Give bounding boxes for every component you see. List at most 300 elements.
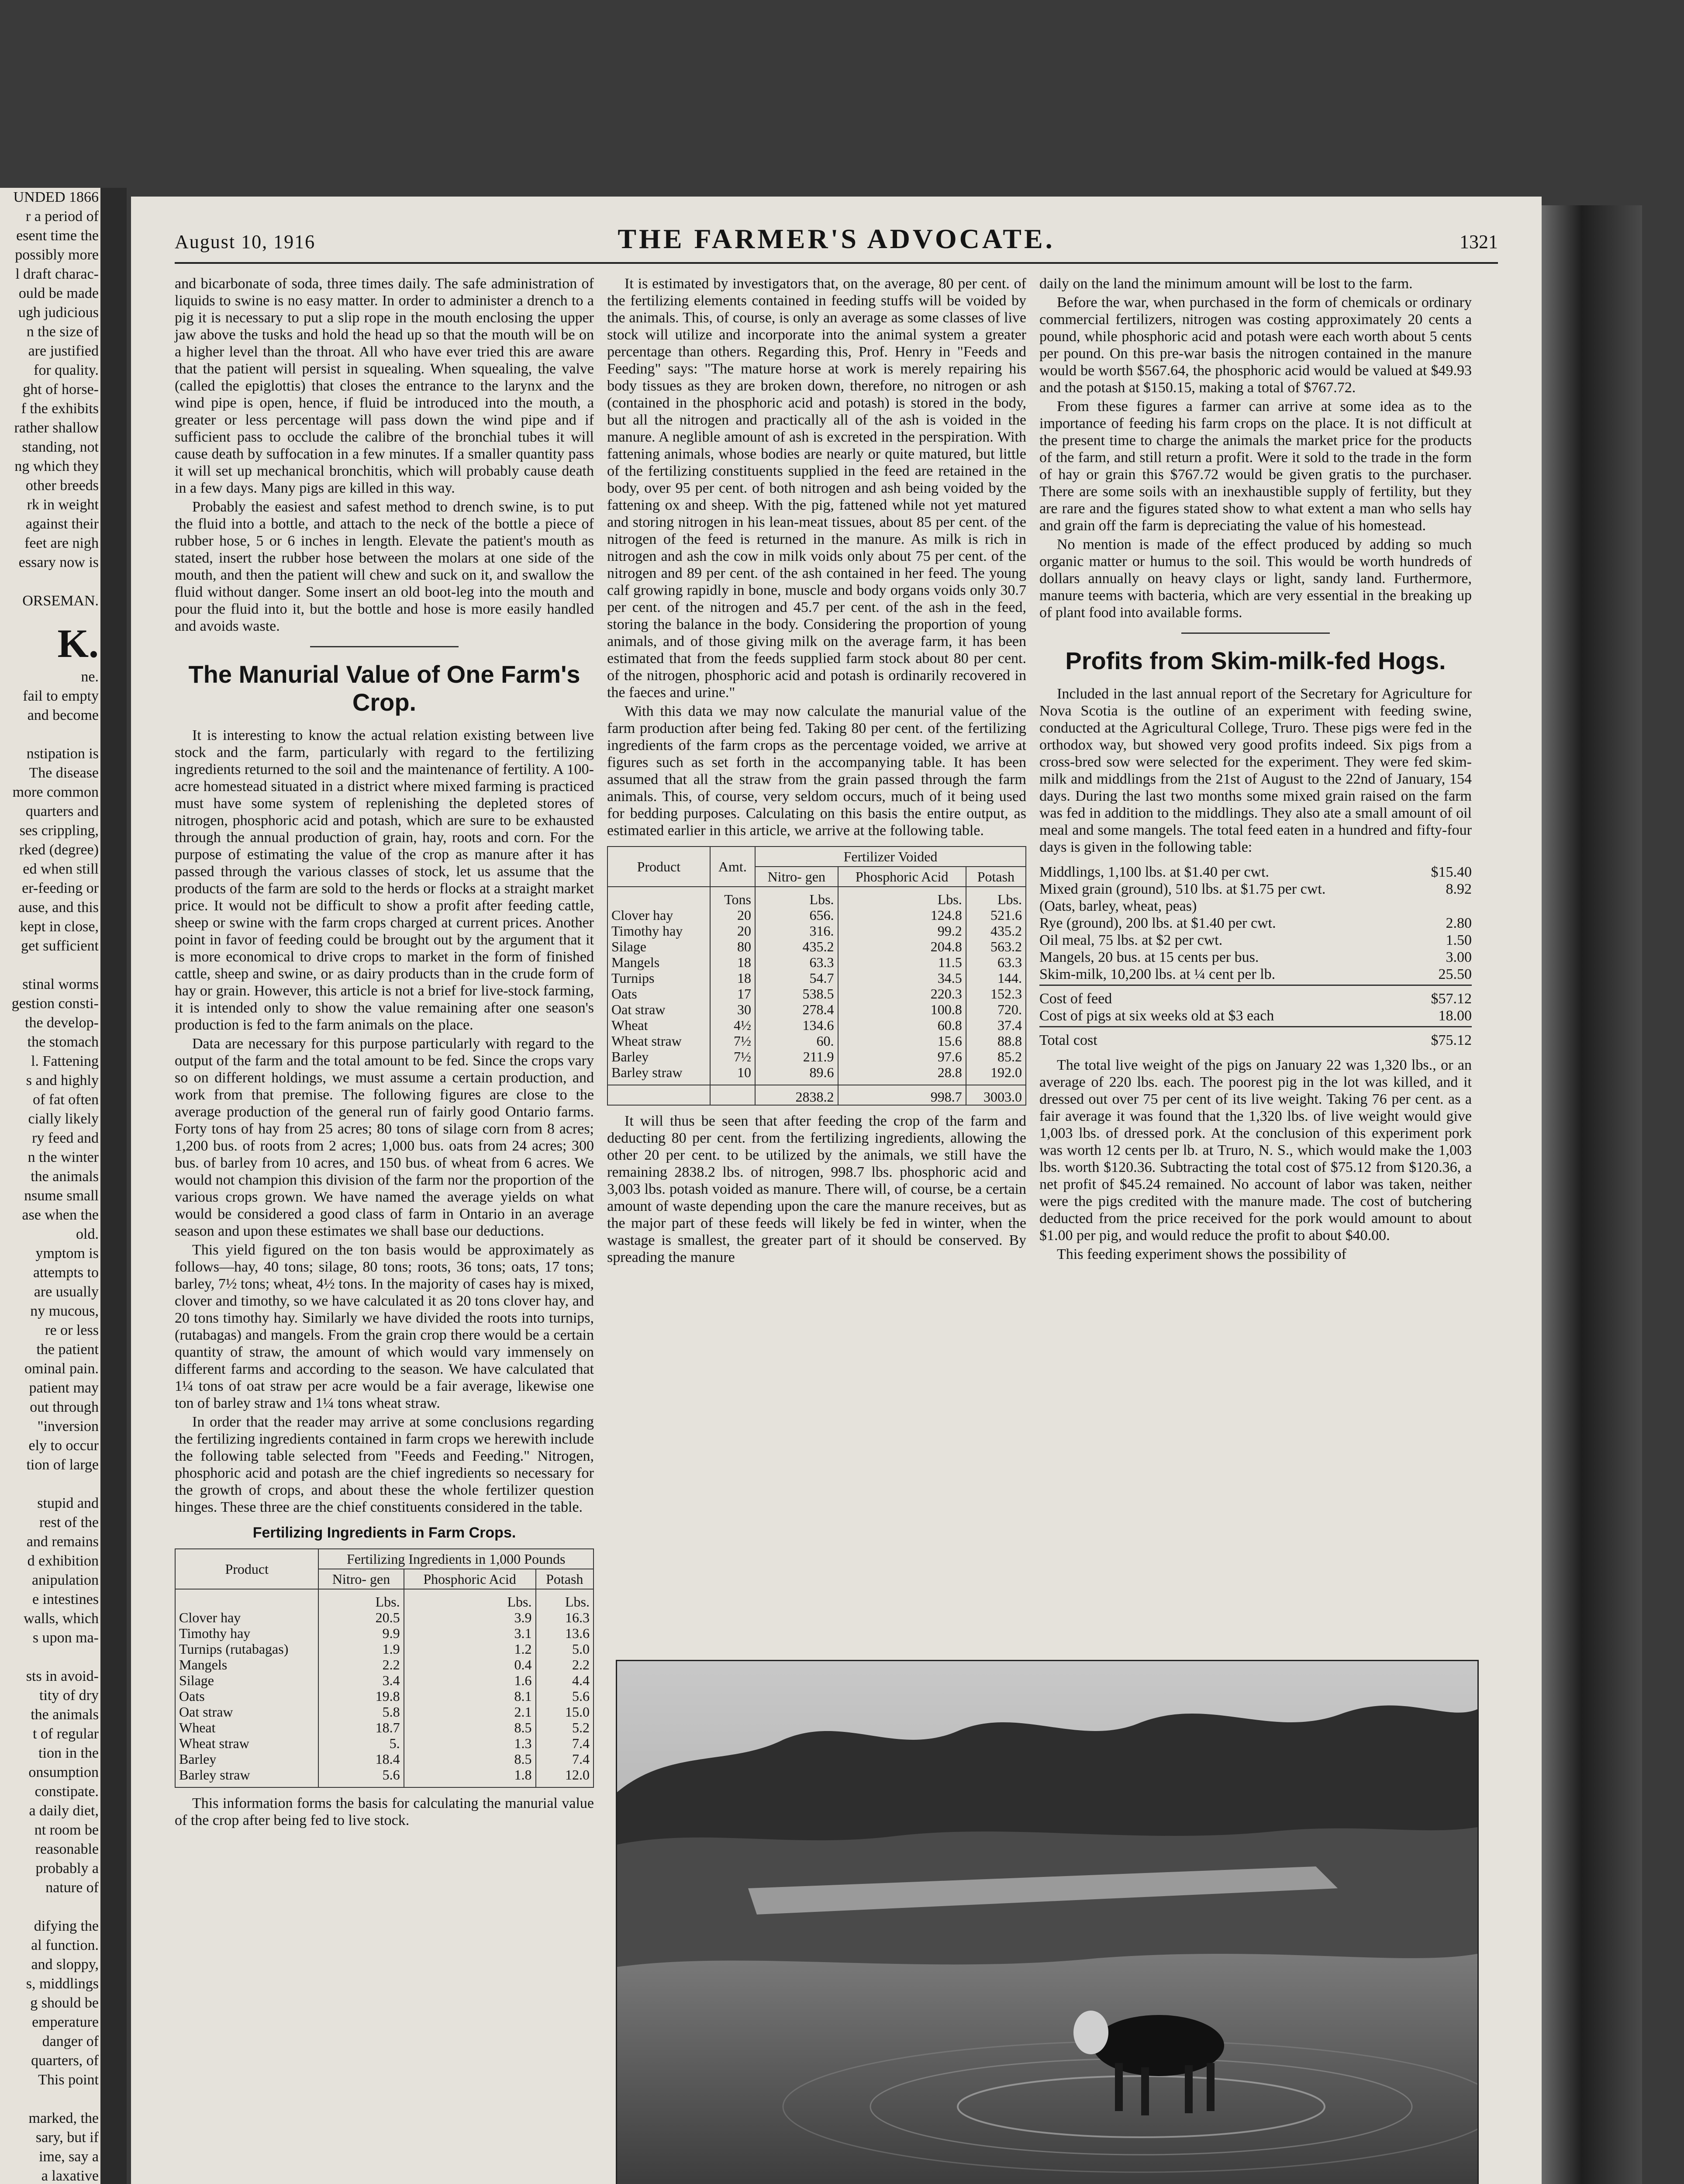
- left-page-fragment: standing, not: [22, 439, 99, 455]
- cost-label: Mangels, 20 bus. at 15 cents per bus.: [1039, 949, 1259, 965]
- left-page-fragment: fail to empty: [23, 688, 99, 704]
- left-page-fragment: rest of the: [39, 1514, 99, 1531]
- value-cell: 5.2: [536, 1720, 594, 1735]
- left-page-fragment: out through: [30, 1399, 99, 1415]
- value-cell: 15.6: [838, 1033, 966, 1049]
- table-row: [607, 986, 1026, 1002]
- cost-label: Cost of feed: [1039, 991, 1112, 1007]
- cost-value: 8.92: [1446, 881, 1472, 897]
- paragraph: and bicarbonate of soda, three times daily. The safe administration of liquids to swine is no easy matter. In order to administer a drench to a pig it is necessary to put a slip rope in the mouth enclosing the upper jaw above the tusks and hold the head up so that the mouth will be on a higher level than the throat. All who have ever tried this are aware that the patient will persist in squealing. When squealing, the valve (called the epiglottis) that closes the entrance to the larynx and the wind pipe is open, hence, if fluid be introduced into the mouth, a greater or less percentage will pass down the wind pipe and if sufficient pass to occlude the calibre of the bronchial tubes it will cause death by suffocation in a few minutes. If a smaller quantity pass it will set up mechanical bronchitis, which will probably cause death in a few days. Many pigs are killed in this way.: [175, 276, 594, 496]
- issue-date: August 10, 1916: [175, 231, 316, 252]
- value-cell: 16.3: [536, 1610, 594, 1625]
- left-page-fragment: a laxative: [41, 2168, 99, 2184]
- cost-line: [1039, 881, 1472, 898]
- left-page-fragment: s upon ma-: [32, 1630, 99, 1646]
- left-page-fragment: the develop-: [25, 1015, 99, 1031]
- value-cell: 11.5: [838, 954, 966, 970]
- product-cell: Wheat straw: [175, 1735, 318, 1751]
- left-page-fragment: stinal worms: [22, 976, 99, 992]
- value-cell: 18.4: [318, 1751, 404, 1767]
- left-page-fragment: ed when still: [23, 861, 99, 877]
- product-cell: Turnips: [607, 970, 710, 986]
- value-cell: 0.4: [404, 1657, 536, 1673]
- value-cell: 54.7: [755, 970, 838, 986]
- article-title-skim-milk-hogs: Profits from Skim-milk-fed Hogs.: [1065, 647, 1446, 674]
- left-page-fragment: l. Fattening: [31, 1053, 99, 1069]
- left-page-fragment: This point: [38, 2072, 99, 2088]
- left-page-fragment: danger of: [42, 2033, 99, 2049]
- table-header: Product: [175, 1549, 318, 1589]
- value-cell: 34.5: [838, 970, 966, 986]
- empty-cell: [710, 1085, 755, 1105]
- paragraph: daily on the land the minimum amount will be lost to the farm.: [1039, 276, 1413, 292]
- value-cell: 18.7: [318, 1720, 404, 1735]
- left-page-fragment: reasonable: [35, 1841, 99, 1857]
- page-edge: [1542, 205, 1642, 2184]
- left-page-fragment: the animals: [31, 1168, 99, 1185]
- table-row: [607, 923, 1026, 939]
- left-page-fragment: emperature: [32, 2014, 99, 2030]
- left-page-fragment: ominal pain.: [24, 1361, 99, 1377]
- left-page-fragment: the patient: [36, 1341, 99, 1358]
- value-cell: 63.3: [966, 954, 1026, 970]
- paragraph: From these figures a farmer can arrive at some idea as to the importance of feeding his farm crops on the place. It is not difficult at the present time to charge the animals the market price for the products of the farm, and still return a profit. Were it sold to the trade in the form of hay or grain this $767.72 would be given gratis to the purchaser. There are some soils with an inexhaustible supply of fertility, but they are rare and the figures stated show to what extent a man who sells hay and grain off the farm is depreciating the value of his homestead.: [1039, 398, 1472, 534]
- table-unit: Tons: [710, 887, 755, 907]
- table-unit: Lbs.: [838, 887, 966, 907]
- left-page-fragment: gestion consti-: [11, 995, 99, 1012]
- value-cell: 18: [710, 954, 755, 970]
- value-cell: 99.2: [838, 923, 966, 939]
- cost-value: $15.40: [1431, 864, 1472, 880]
- table-row: [607, 1064, 1026, 1085]
- value-cell: 8.5: [404, 1720, 536, 1735]
- book-gutter: [100, 188, 127, 2184]
- value-cell: 435.2: [966, 923, 1026, 939]
- fertilizer-voided-table: [607, 846, 1026, 1106]
- value-cell: 1.9: [318, 1641, 404, 1657]
- left-page-fragment: patient may: [29, 1380, 99, 1396]
- value-cell: 1.2: [404, 1641, 536, 1657]
- value-cell: 97.6: [838, 1049, 966, 1064]
- table-header: Product: [607, 847, 710, 887]
- value-cell: 12.0: [536, 1767, 594, 1787]
- value-cell: 28.8: [838, 1064, 966, 1085]
- paragraph: In order that the reader may arrive at some conclusions regarding the fertilizing ingredients contained in farm crops we herewith include the following table selected from "Feeds and Feeding." Nitrogen, phosphoric acid and potash are the chief ingredients so necessary for the growth of crops, and about these the whole fertilizer question hinges. These three are the chief constituents considered in the table.: [175, 1414, 594, 1515]
- value-cell: 5.0: [536, 1641, 594, 1657]
- left-page-fragment: nt room be: [34, 1822, 99, 1838]
- column-3: [1039, 275, 1472, 1265]
- product-cell: Barley: [607, 1049, 710, 1064]
- value-cell: 9.9: [318, 1625, 404, 1641]
- left-page-fragment: anipulation: [32, 1572, 99, 1588]
- table-header: Potash: [966, 867, 1026, 887]
- left-page-fragment: d exhibition: [27, 1553, 99, 1569]
- left-page-fragment: [0, 725, 100, 744]
- left-page-text-fragments: [0, 188, 100, 2184]
- paragraph: With this data we may now calculate the manurial value of the farm production after being fed. Taking 80 per cent. of the fertilizing ingredients of the farm crops as the percentage voided, we arrive at figures such as set forth in the accompanying table. It has been assumed that all the straw from the grain passed through the farm animals. This, of course, very seldom occurs, much of it being used for bedding purposes. Calculating on this basis the entire output, as estimated earlier in this article, we arrive at the following table.: [607, 703, 1026, 839]
- value-cell: 89.6: [755, 1064, 838, 1085]
- paragraph: This information forms the basis for calculating the manurial value of the crop after being fed to live stock.: [175, 1795, 594, 1828]
- left-page-fragment: kept in close,: [20, 919, 99, 935]
- value-cell: 134.6: [755, 1017, 838, 1033]
- table-row: [607, 1033, 1026, 1049]
- left-page-fragment: marked, the: [28, 2110, 99, 2126]
- cost-value: 18.00: [1438, 1008, 1472, 1024]
- value-cell: 656.: [755, 907, 838, 923]
- value-cell: 1.8: [404, 1767, 536, 1787]
- left-page-fragment: possibly more: [15, 247, 99, 263]
- value-cell: 435.2: [755, 939, 838, 954]
- value-cell: 60.: [755, 1033, 838, 1049]
- divider: [1181, 632, 1330, 634]
- table-row: [175, 1657, 594, 1673]
- value-cell: 20: [710, 923, 755, 939]
- left-page-fragment: ses crippling,: [19, 822, 99, 839]
- cost-line: [1039, 915, 1472, 932]
- left-page-fragment: ne.: [81, 669, 99, 685]
- cost-feed-line: [1039, 990, 1472, 1007]
- value-cell: 316.: [755, 923, 838, 939]
- cost-line: [1039, 966, 1472, 986]
- table-row: [607, 907, 1026, 923]
- left-page-fragment: [0, 1897, 100, 1917]
- left-page-fragment: quarters and: [25, 803, 99, 819]
- cost-value: 1.50: [1446, 932, 1472, 948]
- value-cell: 3.1: [404, 1625, 536, 1641]
- product-cell: Timothy hay: [175, 1625, 318, 1641]
- left-page-fragment: and sloppy,: [31, 1956, 99, 1973]
- left-page-fragment: of fat often: [32, 1092, 99, 1108]
- left-page-fragment: other breeds: [25, 477, 99, 494]
- left-page-fragment: rk in weight: [27, 497, 99, 513]
- value-cell: 8.1: [404, 1688, 536, 1704]
- cost-value: 2.80: [1446, 915, 1472, 931]
- left-page-fragment: against their: [25, 516, 99, 532]
- left-page-fragment: nsume small: [24, 1188, 99, 1204]
- value-cell: 30: [710, 1002, 755, 1017]
- left-page-fragment: walls, which: [24, 1610, 99, 1627]
- value-cell: 17: [710, 986, 755, 1002]
- total-cell: 2838.2: [755, 1085, 838, 1105]
- table-unit: Lbs.: [755, 887, 838, 907]
- value-cell: 15.0: [536, 1704, 594, 1720]
- left-page-fragment: sts in avoid-: [26, 1668, 99, 1684]
- left-page-fragment: n the winter: [28, 1149, 99, 1165]
- value-cell: 3.9: [404, 1610, 536, 1625]
- table-row: [175, 1735, 594, 1751]
- left-page-fragment: and become: [27, 707, 99, 723]
- left-page-fragment: "inversion: [37, 1418, 99, 1434]
- value-cell: 60.8: [838, 1017, 966, 1033]
- table-total-row: [607, 1085, 1026, 1105]
- cost-label: Skim-milk, 10,200 lbs. at ¼ cent per lb.: [1039, 966, 1276, 982]
- left-page-fragment: constipate.: [35, 1783, 99, 1800]
- product-cell: Clover hay: [175, 1610, 318, 1625]
- table-header: Fertilizing Ingredients in 1,000 Pounds: [318, 1549, 594, 1569]
- value-cell: 10: [710, 1064, 755, 1085]
- left-page-fragment: attempts to: [33, 1265, 99, 1281]
- value-cell: 20: [710, 907, 755, 923]
- left-page-fragment: r a period of: [25, 208, 99, 225]
- total-cost-line: [1039, 1032, 1472, 1049]
- value-cell: 220.3: [838, 986, 966, 1002]
- cost-label: Rye (ground), 200 lbs. at $1.40 per cwt.: [1039, 915, 1276, 931]
- paragraph: Included in the last annual report of the Secretary for Agriculture for Nova Scotia is the outline of an experiment with feeding swine, conducted at the Agricultural College, Truro. These pigs were fed in the orthodox way, but showed very good profits indeed. Six pigs from a cross-bred sow were selected for the experiment. They were fed skim-milk and middlings from the 21st of August to the 22nd of January, 154 days. During the last two months some mixed grain raised on the farm was fed in addition to the middlings. They also ate a small amount of oil meal and some mangels. The total feed eaten in a hundred and fifty-four days is given in the following table:: [1039, 686, 1472, 855]
- left-page-fragment: essary now is: [18, 554, 99, 570]
- value-cell: 192.0: [966, 1064, 1026, 1085]
- left-page-fragment: for quality.: [34, 362, 99, 378]
- cost-label: Middlings, 1,100 lbs. at $1.40 per cwt.: [1039, 864, 1270, 880]
- product-cell: Oat straw: [175, 1704, 318, 1720]
- running-head: [175, 223, 1498, 258]
- left-page-fragment: n the size of: [26, 324, 99, 340]
- paragraph: It is interesting to know the actual relation existing between live stock and the farm, particularly with regard to the fertilizing ingredients returned to the soil and the maintenance of fertility. A 100-acre homestead situated in a district where mixed farming is practiced must have some system of replenishing the depleted stores of nitrogen, phosphoric acid and potash, which are sure to be exhausted through the annual production of grain, hay, roots and corn. For the purpose of estimating the value of the crop as manure after it has passed through the various classes of stock, let us assume that the products of the farm are sold to the herds or flocks at a straight market price. It would not be difficult to show a profit after feeding cattle, sheep or swine with the farm crops charged at current prices. Another point in favor of feeding could be brought out by the argument that it is more economical to drive crops to market in the form of finished cattle, sheep and swine, or as dairy products than in the crude form of hay or grain. However, this article is not a brief for live-stock farming, it is intended only to show the value remaining after one season's production is fed to the farm animals on the place.: [175, 727, 594, 1033]
- left-page-fragment: cially likely: [28, 1111, 99, 1127]
- left-page-fragment: tity of dry: [39, 1687, 99, 1704]
- product-cell: Timothy hay: [607, 923, 710, 939]
- left-page-fragment: the animals: [31, 1707, 99, 1723]
- left-page-fragment: [0, 1648, 100, 1667]
- table-row: [175, 1688, 594, 1704]
- table-unit: Lbs.: [318, 1589, 404, 1610]
- article-title-manurial-value: The Manurial Value of One Farm's Crop.: [188, 660, 580, 716]
- table-row: [607, 1049, 1026, 1064]
- value-cell: 7½: [710, 1049, 755, 1064]
- table-row: [175, 1767, 594, 1787]
- value-cell: 19.8: [318, 1688, 404, 1704]
- left-facing-page: [0, 188, 127, 2184]
- cost-line: [1039, 932, 1472, 949]
- value-cell: 8.5: [404, 1751, 536, 1767]
- paragraph: This feeding experiment shows the possibility of: [1057, 1246, 1346, 1262]
- value-cell: 5.6: [318, 1767, 404, 1787]
- value-cell: 85.2: [966, 1049, 1026, 1064]
- value-cell: 4½: [710, 1017, 755, 1033]
- left-page-fragment: ause, and this: [18, 899, 99, 916]
- left-page-fragment: sary, but if: [35, 2129, 99, 2146]
- left-page-fragment: nstipation is: [26, 746, 99, 762]
- product-cell: Barley: [175, 1751, 318, 1767]
- cost-value: $75.12: [1431, 1032, 1472, 1048]
- table-row: [175, 1751, 594, 1767]
- left-page-fragment: [0, 956, 100, 975]
- product-cell: Wheat straw: [607, 1033, 710, 1049]
- value-cell: 204.8: [838, 939, 966, 954]
- left-page-fragment: a daily diet,: [29, 1803, 99, 1819]
- paragraph: Data are necessary for this purpose particularly with regard to the output of the farm and the total amount to be fed. Since the crops vary so on different holdings, we must assume a certain production, and work from that premise. The following figures are close to the average production of the general run of fairly good Ontario farms. Forty tons of hay from 25 acres; 80 tons of silage corn from 8 acres; 1,200 bus. of roots from 2 acres; 1,000 bus. oats from 24 acres; 300 bus. of barley from 10 acres, and 150 bus. of wheat from 6 acres. We would not champion this division of the farm nor the proportion of the various crops grown. We have named the average yields on what would be considered a good class of farm in Ontario in an average season and upon these estimates we shall base our deductions.: [175, 1036, 594, 1239]
- value-cell: 2.2: [536, 1657, 594, 1673]
- left-page-fragment: tion in the: [38, 1745, 99, 1761]
- left-page-fragment: ORSEMAN.: [22, 593, 99, 609]
- left-page-fragment: ry feed and: [32, 1130, 99, 1146]
- cost-label: Oil meal, 75 lbs. at $2 per cwt.: [1039, 932, 1223, 948]
- left-page-fragment: tion of large: [26, 1457, 99, 1473]
- value-cell: 37.4: [966, 1017, 1026, 1033]
- cost-line: [1039, 898, 1472, 915]
- newspaper-page: [131, 197, 1542, 2184]
- left-page-fragment: ng which they: [14, 458, 99, 474]
- value-cell: 100.8: [838, 1002, 966, 1017]
- product-cell: Silage: [175, 1673, 318, 1688]
- value-cell: 124.8: [838, 907, 966, 923]
- paragraph: No mention is made of the effect produced by adding so much organic matter or humus to the soil. This would be worth hundreds of dollars annually on heavy clays or light, sandy land. Furthermore, manure teems with bacteria, which are very essential in the breaking up of plant food into available forms.: [1039, 536, 1472, 621]
- table-row: [175, 1610, 594, 1625]
- left-page-fragment: ugh judicious: [18, 304, 99, 321]
- column-1: [175, 275, 594, 1831]
- value-cell: 144.: [966, 970, 1026, 986]
- left-page-fragment: ase when the: [22, 1207, 99, 1223]
- left-page-fragment: al function.: [31, 1937, 99, 1953]
- left-page-fragment: and remains: [26, 1534, 99, 1550]
- product-cell: Silage: [607, 939, 710, 954]
- divider: [310, 646, 459, 647]
- table-unit: Lbs.: [966, 887, 1026, 907]
- left-page-fragment: ime, say a: [39, 2149, 99, 2165]
- feed-cost-list: [1039, 864, 1472, 1049]
- table-header: Nitro- gen: [318, 1569, 404, 1589]
- product-cell: Mangels: [607, 954, 710, 970]
- value-cell: 20.5: [318, 1610, 404, 1625]
- left-page-fragment: UNDED 1866: [13, 189, 99, 205]
- table-row: [175, 1625, 594, 1641]
- value-cell: 278.4: [755, 1002, 838, 1017]
- photo-image: [617, 1661, 1477, 2184]
- left-page-fragment: esent time the: [16, 228, 99, 244]
- left-page-fragment: re or less: [45, 1322, 99, 1338]
- paragraph: This yield figured on the ton basis would be approximately as follows—hay, 40 tons; silage, 80 tons; roots, 36 tons; oats, 17 tons; barley, 7½ tons; wheat, 4½ tons. In the majority of cases hay is mixed, clover and timothy, so we have calculated it as 20 tons clover hay, and 20 tons timothy hay. Similarly we have divided the roots into turnips, (rutabagas) and mangels. From the grain crop there would be a certain quantity of straw, the amount of which would vary immensely on different farms and according to the season. We have calculated that 1¼ tons of oat straw per acre would be a fair average, likewise one ton of barley straw and 1¼ tons wheat straw.: [175, 1242, 594, 1411]
- empty-cell: [607, 1085, 710, 1105]
- value-cell: 1.6: [404, 1673, 536, 1688]
- total-cell: 998.7: [838, 1085, 966, 1105]
- left-page-fragment: [0, 2090, 100, 2109]
- cost-value: $57.12: [1431, 991, 1472, 1007]
- value-cell: 18: [710, 970, 755, 986]
- left-page-fragment: are justified: [28, 343, 99, 359]
- paragraph: The total live weight of the pigs on January 22 was 1,320 lbs., or an average of 220 lbs. each. The poorest pig in the lot was killed, and it dressed out over 75 per cent of its live weight. Taking 76 per cent. as a fair average it was found that the 1,320 lbs. of live weight would give 1,003 lbs. of dressed pork. At the conclusion of this experiment pork was worth 12 cents per lb. at Truro, N. S., which would make the 1,003 lbs. worth $120.36. Subtracting the total cost of $75.12 from $120.36, a net profit of $45.24 remained. No account of labor was taken, neither were the pigs credited with the manure made. The cost of butchering deducted from the price received for the pork would amount to about $1.00 per pig, and would reduce the profit to about $40.00.: [1039, 1057, 1472, 1244]
- product-cell: Mangels: [175, 1657, 318, 1673]
- left-page-fragment: more common: [12, 784, 99, 800]
- cost-label: Mixed grain (ground), 510 lbs. at $1.75 per cwt.: [1039, 881, 1326, 897]
- value-cell: 5.8: [318, 1704, 404, 1720]
- table-header: Nitro- gen: [755, 867, 838, 887]
- product-cell: Wheat: [607, 1017, 710, 1033]
- left-page-fragment: stupid and: [37, 1495, 99, 1511]
- cost-value: 3.00: [1446, 949, 1472, 965]
- page-number: 1321: [1460, 231, 1498, 252]
- table-header: Phosphoric Acid: [838, 867, 966, 887]
- left-page-fragment: The disease: [29, 765, 99, 781]
- paragraph: Probably the easiest and safest method to drench swine, is to put the fluid into a bottle, and attach to the neck of the bottle a piece of rubber hose, 5 or 6 inches in length. Elevate the patient's mouth as stated, insert the rubber hose between the molars at one side of the mouth, and then the patient will chew and suck on it, and swallow the fluid without danger. Some insert an old boot-leg into the mouth and pour the fluid into it, but the bottle and hose is more easily handled and avoids waste.: [175, 499, 594, 634]
- table-row: [607, 939, 1026, 954]
- product-cell: Barley straw: [175, 1767, 318, 1787]
- table-unit: Lbs.: [536, 1589, 594, 1610]
- table-header: Amt.: [710, 847, 755, 887]
- table-row: [175, 1720, 594, 1735]
- left-page-fragment: the stomach: [27, 1034, 99, 1050]
- left-page-fragment: are usually: [34, 1284, 99, 1300]
- left-page-fragment: get sufficient: [21, 938, 99, 954]
- cost-line: [1039, 864, 1472, 881]
- cost-pigs-line: [1039, 1007, 1472, 1027]
- value-cell: 80: [710, 939, 755, 954]
- cost-label: Cost of pigs at six weeks old at $3 each: [1039, 1008, 1274, 1024]
- product-cell: Oat straw: [607, 1002, 710, 1017]
- value-cell: 13.6: [536, 1625, 594, 1641]
- left-page-fragment: s, middlings: [26, 1976, 99, 1992]
- left-page-fragment: s and highly: [26, 1072, 99, 1089]
- table-row: [607, 970, 1026, 986]
- left-page-fragment: onsumption: [28, 1764, 99, 1780]
- value-cell: 563.2: [966, 939, 1026, 954]
- value-cell: 538.5: [755, 986, 838, 1002]
- table-unit: Lbs.: [404, 1589, 536, 1610]
- left-page-fragment: [0, 1475, 100, 1494]
- value-cell: 3.4: [318, 1673, 404, 1688]
- cost-label: (Oats, barley, wheat, peas): [1039, 898, 1197, 914]
- paragraph: It will thus be seen that after feeding the crop of the farm and deducting 80 per cent. from the fertilizing ingredients, allowing the other 20 per cent. to be utilized by the animals, we still have the remaining 2838.2 lbs. of nitrogen, 998.7 lbs. phosphoric acid and 3,003 lbs. potash voided as manure. There will, of course, be a certain amount of waste depending upon the care the manure receives, but as the major part of these feeds will likely be fed in winter, when the wastage is smallest, the greater part of it should be conserved. By spreading the manure: [607, 1113, 1026, 1265]
- table-row: [175, 1641, 594, 1657]
- value-cell: 88.8: [966, 1033, 1026, 1049]
- left-page-fragment: rather shallow: [14, 420, 99, 436]
- value-cell: 211.9: [755, 1049, 838, 1064]
- paragraph: Before the war, when purchased in the form of chemicals or ordinary commercial fertilizers, nitrogen was costing approximately 20 cents a pound, while phosphoric acid and potash were each worth about 5 cents per pound. On this pre-war basis the nitrogen contained in the manure would be worth $567.64, the phosphoric acid would be valued at $49.93 and the potash at $150.15, making a total of $767.72.: [1039, 294, 1472, 396]
- table-header: Phosphoric Acid: [404, 1569, 536, 1589]
- left-page-fragment: g should be: [30, 1995, 99, 2011]
- left-page-fragment: quarters, of: [31, 2053, 99, 2069]
- product-cell: Oats: [607, 986, 710, 1002]
- product-cell: Oats: [175, 1688, 318, 1704]
- left-page-fragment: ny mucous,: [30, 1303, 99, 1319]
- left-page-fragment: t of regular: [32, 1726, 99, 1742]
- left-page-fragment: nature of: [45, 1880, 99, 1896]
- value-cell: 152.3: [966, 986, 1026, 1002]
- header-rule: [175, 262, 1498, 264]
- left-page-fragment: K.: [57, 621, 99, 666]
- table-header: Fertilizer Voided: [755, 847, 1026, 867]
- masthead: THE FARMER'S ADVOCATE.: [618, 223, 1055, 254]
- value-cell: 720.: [966, 1002, 1026, 1017]
- value-cell: 5.6: [536, 1688, 594, 1704]
- column-2: [607, 275, 1026, 1268]
- table-row: [175, 1704, 594, 1720]
- total-cell: 3003.0: [966, 1085, 1026, 1105]
- photograph-cow-in-water: [616, 1660, 1479, 2184]
- left-page-fragment: old.: [76, 1226, 99, 1242]
- value-cell: 7.4: [536, 1751, 594, 1767]
- left-page-fragment: ymptom is: [35, 1245, 99, 1261]
- value-cell: 4.4: [536, 1673, 594, 1688]
- fertilizing-ingredients-table: [175, 1548, 594, 1788]
- value-cell: 63.3: [755, 954, 838, 970]
- table-row: [607, 954, 1026, 970]
- cost-line: [1039, 949, 1472, 966]
- cost-value: 25.50: [1438, 966, 1472, 982]
- value-cell: 7½: [710, 1033, 755, 1049]
- cost-label: Total cost: [1039, 1032, 1097, 1048]
- table-row: [175, 1673, 594, 1688]
- value-cell: 5.: [318, 1735, 404, 1751]
- left-page-fragment: er-feeding or: [22, 880, 99, 896]
- value-cell: 2.1: [404, 1704, 536, 1720]
- product-cell: Wheat: [175, 1720, 318, 1735]
- left-page-fragment: ould be made: [18, 285, 99, 301]
- paragraph: It is estimated by investigators that, on the average, 80 per cent. of the fertilizing elements contained in feeding stuffs will be voided by the animals. This, of course, is only an average as some classes of live stock will utilize and incorporate into the animal system a greater percentage than others. Regarding this, Prof. Henry in "Feeds and Feeding" says: "The mature horse at work is merely repairing his body tissues as they are broken down, therefore, no nitrogen or ash (contained in the phosphoric acid and potash) is stored in the body, but all the nitrogen and practically all of the ash is voided in the manure. A neglible amount of ash is excreted in the perspiration. With fattening animals, whose bodies are nearly or quite matured, but little of the fertilizing constituents supplied in the feed are retained in the body, over 95 per cent. of both nitrogen and ash being voided by the fattening ox and sheep. With the pig, fattened while not yet matured and storing nitrogen in his lean-meat tissues, about 85 per cent. of the nitrogen of the feed is returned in the manure. As milk is rich in nitrogen and ash the cow in milk voids only about 75 per cent. of the nitrogen and 89 per cent. of the ash contained in her feed. The young calf growing rapidly in bone, muscle and body organs voids only 30.7 per cent. of the nitrogen and 45.7 per cent. of the ash in the feed, storing the balance in the body. Considering the proportion of young animals, and of those giving milk on the average farm, it has been estimated that from the feeds supplied farm stock about 80 per cent. of the nitrogen, phosphoric acid and potash is ordinarily recovered in the faeces and urine.": [607, 276, 1026, 701]
- value-cell: 7.4: [536, 1735, 594, 1751]
- value-cell: 2.2: [318, 1657, 404, 1673]
- left-page-fragment: ght of horse-: [23, 381, 99, 397]
- value-cell: 521.6: [966, 907, 1026, 923]
- left-page-fragment: probably a: [35, 1860, 99, 1876]
